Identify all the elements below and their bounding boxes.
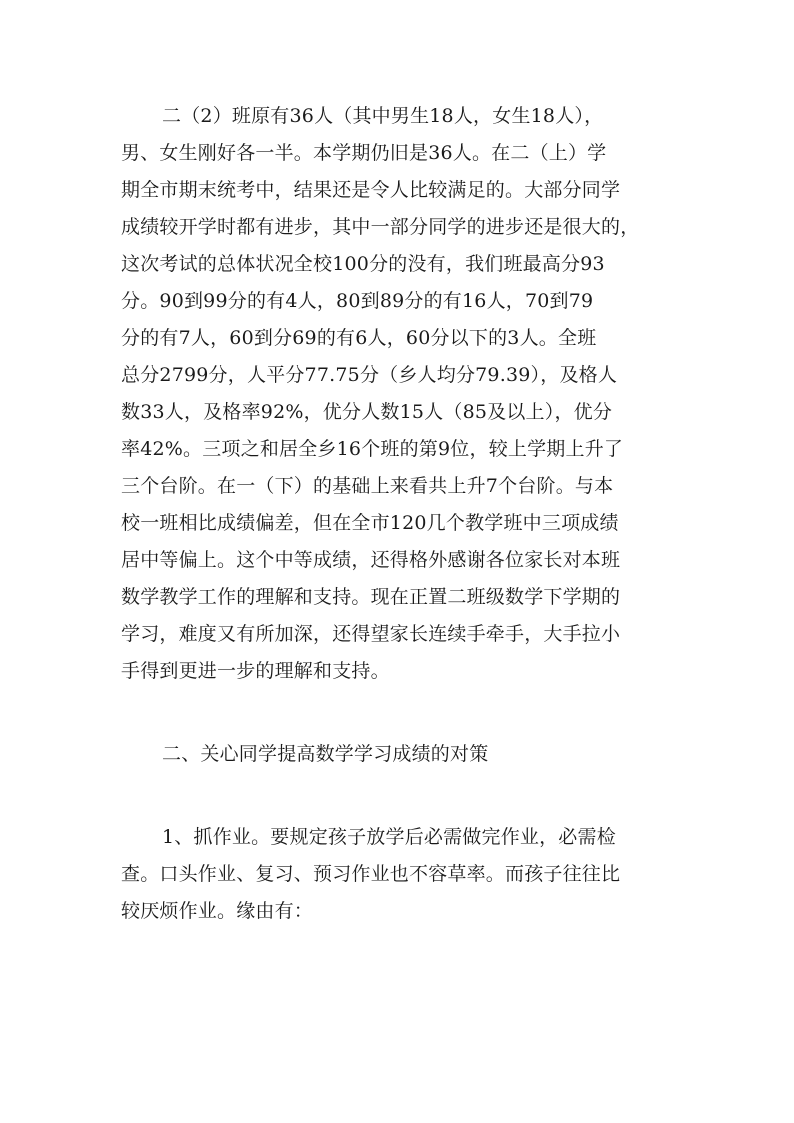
paragraph-1-line: 总分2799分，人平分77.75分（乡人均分79.39），及格人 xyxy=(121,364,618,386)
paragraph-1-line: 手得到更进一步的理解和支持。 xyxy=(121,660,390,682)
section-heading: 二、关心同学提高数学学习成绩的对策 xyxy=(162,743,489,765)
paragraph-1-line: 这次考试的总体状况全校100分的没有，我们班最高分93 xyxy=(121,253,605,275)
paragraph-1-line: 数学教学工作的理解和支持。现在正置二班级数学下学期的 xyxy=(121,586,621,608)
paragraph-2-line: 查。口头作业、复习、预习作业也不容草率。而孩子往往比 xyxy=(121,863,621,885)
paragraph-1-line: 校一班相比成绩偏差，但在全市120几个教学班中三项成绩 xyxy=(121,512,619,534)
paragraph-1-line: 学习，难度又有所加深，还得望家长连续手牵手，大手拉小 xyxy=(121,623,621,645)
paragraph-1-line: 成绩较开学时都有进步，其中一部分同学的进步还是很大的， xyxy=(121,216,640,238)
paragraph-1-line: 分。90到99分的有4人，80到89分的有16人，70到79 xyxy=(121,290,594,312)
paragraph-1-line: 二（2）班原有36人（其中男生18人，女生18人）， xyxy=(162,105,604,127)
paragraph-1-line: 率42%。三项之和居全乡16个班的第9位，较上学期上升了 xyxy=(121,438,624,460)
paragraph-2-line: 较厌烦作业。缘由有： xyxy=(121,900,314,922)
paragraph-1-line: 分的有7人，60到分69的有6人，60分以下的3人。全班 xyxy=(121,327,597,349)
paragraph-1-line: 居中等偏上。这个中等成绩，还得格外感谢各位家长对本班 xyxy=(121,549,621,571)
paragraph-1-line: 三个台阶。在一（下）的基础上来看共上升7个台阶。与本 xyxy=(121,475,614,497)
paragraph-1-line: 男、女生刚好各一半。本学期仍旧是36人。在二（上）学 xyxy=(121,142,607,164)
paragraph-2-line: 1、抓作业。要规定孩子放学后必需做完作业，必需检 xyxy=(162,826,616,848)
paragraph-1-line: 期全市期末统考中，结果还是令人比较满足的。大部分同学 xyxy=(121,179,621,201)
paragraph-1-line: 数33人，及格率92%，优分人数15人（85及以上），优分 xyxy=(121,401,613,423)
